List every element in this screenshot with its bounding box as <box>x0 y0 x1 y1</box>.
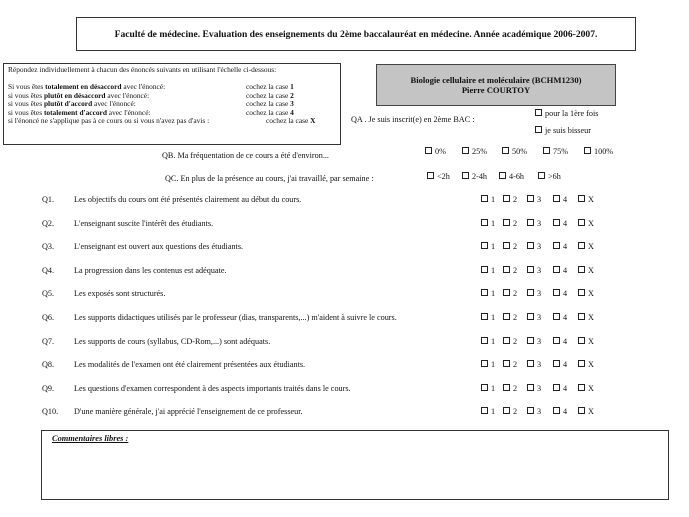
scale-option-label: 4 <box>563 360 568 370</box>
checkbox[interactable] <box>462 147 469 154</box>
scale-option[interactable] <box>527 289 541 298</box>
checkbox[interactable] <box>578 289 585 296</box>
scale-option-label: 1 <box>491 313 496 322</box>
scale-option[interactable] <box>527 313 541 322</box>
scale-option[interactable] <box>527 266 541 275</box>
instruction-action-text: cochez la case <box>246 90 291 100</box>
scale-option-label: X <box>588 242 594 252</box>
instruction-pre: si vous êtes <box>8 107 44 117</box>
scale-option[interactable] <box>527 219 541 228</box>
checkbox[interactable] <box>578 337 585 344</box>
qb-option[interactable] <box>462 147 487 156</box>
instruction-case-number: 2 <box>290 90 294 100</box>
scale-option[interactable] <box>578 266 594 275</box>
scale-option[interactable] <box>503 289 517 298</box>
checkbox[interactable] <box>578 242 585 249</box>
scale-option-label: 1 <box>491 383 496 393</box>
question-text: Les exposés sont structurés. <box>74 289 166 299</box>
scale-option[interactable] <box>553 384 567 393</box>
checkbox[interactable] <box>535 126 542 133</box>
question-number: Q9. <box>42 383 55 393</box>
checkbox[interactable] <box>527 219 534 226</box>
scale-option-label: 3 <box>537 289 542 299</box>
qc-option-label: 2-4h <box>472 172 488 181</box>
checkbox[interactable] <box>578 313 585 320</box>
scale-option-label: X <box>588 195 594 204</box>
instruction-case-number: X <box>310 115 316 125</box>
qb-option[interactable] <box>425 147 446 156</box>
scale-option-label: 3 <box>537 313 542 322</box>
qa-option-repeater[interactable]: je suis bisseur <box>535 126 591 135</box>
scale-option-label: 4 <box>563 289 568 299</box>
checkbox[interactable] <box>553 360 560 367</box>
question-number: Q3. <box>42 242 55 252</box>
checkbox[interactable] <box>553 219 560 226</box>
instruction-emphasis: plutôt en désaccord <box>43 90 106 100</box>
checkbox[interactable] <box>503 360 510 367</box>
checkbox[interactable] <box>481 337 488 344</box>
question-text: L'enseignant est ouvert aux questions des étudiants. <box>74 242 244 252</box>
checkbox[interactable] <box>578 219 585 226</box>
course-teacher: Pierre COURTOY <box>461 85 531 95</box>
checkbox[interactable] <box>578 407 585 414</box>
scale-option-label: 3 <box>537 218 542 228</box>
instruction-emphasis: plutôt d'accord <box>43 99 93 109</box>
scale-option[interactable] <box>553 219 567 228</box>
question-text: Les supports de cours (syllabus, CD-Rom,...) sont adéquats. <box>74 336 271 346</box>
question-text: L'enseignant suscite l'intérêt des étudiants. <box>74 218 214 228</box>
checkbox[interactable] <box>481 384 488 391</box>
scale-option[interactable] <box>481 289 495 298</box>
checkbox[interactable] <box>527 337 534 344</box>
qc-options <box>0 172 689 184</box>
instruction-emphasis: totalement en désaccord <box>45 82 122 92</box>
question-text: D'une manière générale, j'ai apprécié l'enseignement de ce professeur. <box>74 407 303 417</box>
qc-option[interactable] <box>499 172 524 181</box>
scale-option-label: 1 <box>491 360 496 370</box>
comments-label: Commentaires libres : <box>52 434 129 443</box>
scale-option[interactable] <box>527 360 541 369</box>
scale-option-label: X <box>588 360 594 370</box>
qc-label: QC. En plus de la présence au cours, j'ai travaillé, par semaine : <box>165 174 374 183</box>
scale-option[interactable] <box>481 313 495 322</box>
scale-option-label: 2 <box>513 289 518 299</box>
checkbox[interactable] <box>503 313 510 320</box>
qb-option-label: 75% <box>553 147 569 156</box>
instruction-action-text: cochez la case <box>266 115 311 125</box>
instruction-pre: si vous êtes <box>8 90 44 100</box>
qc-option-label: >6h <box>548 172 561 181</box>
scale-option-label: 1 <box>491 195 496 204</box>
qb-option-label: 25% <box>472 147 488 156</box>
checkbox[interactable] <box>481 360 488 367</box>
checkbox[interactable] <box>578 266 585 273</box>
checkbox[interactable] <box>481 289 488 296</box>
scale-option-label: X <box>588 289 594 299</box>
qb-option[interactable] <box>502 147 527 156</box>
checkbox[interactable] <box>527 384 534 391</box>
qb-option-label: 0% <box>435 147 446 156</box>
qb-option[interactable] <box>543 147 568 156</box>
qb-options <box>0 147 689 159</box>
instruction-case-number: 4 <box>290 107 294 117</box>
checkbox[interactable] <box>481 195 488 202</box>
qb-label: QB. Ma fréquentation de ce cours a été d'environ... <box>162 151 329 160</box>
scale-option-label: 2 <box>513 313 518 322</box>
checkbox[interactable] <box>503 266 510 273</box>
scale-option-label: 1 <box>491 407 496 417</box>
instruction-action <box>266 117 315 125</box>
scale-option-label: X <box>588 407 594 417</box>
scale-option[interactable] <box>503 313 517 322</box>
scale-option-label: 4 <box>563 218 568 228</box>
form-title: Faculté de médecine. Evaluation des enseignements du 2ème baccalauréat en médecine. Année académique 2006-2007. <box>114 28 598 40</box>
scale-option-label: 1 <box>491 242 496 252</box>
scale-option[interactable] <box>578 242 594 251</box>
scale-option[interactable] <box>503 407 517 416</box>
checkbox[interactable] <box>527 313 534 320</box>
scale-option[interactable] <box>481 360 495 369</box>
checkbox[interactable] <box>553 289 560 296</box>
scale-option[interactable] <box>578 313 594 322</box>
checkbox[interactable] <box>427 172 434 179</box>
instructions-header: Répondez individuellement à chacun des énoncés suivants en utilisant l'échelle ci-dessous: <box>8 65 277 74</box>
checkbox[interactable] <box>503 289 510 296</box>
question-number: Q2. <box>42 218 55 228</box>
instructions-box <box>3 63 341 145</box>
checkbox[interactable] <box>535 109 542 116</box>
scale-option[interactable] <box>578 384 594 393</box>
scale-option-label: 3 <box>537 383 542 393</box>
scale-option[interactable] <box>553 289 567 298</box>
scale-option[interactable] <box>553 313 567 322</box>
instruction-action-text: cochez la case <box>246 82 291 92</box>
scale-option-label: 2 <box>513 265 518 275</box>
checkbox[interactable] <box>527 195 534 202</box>
qc-option[interactable] <box>462 172 487 181</box>
checkbox[interactable] <box>553 407 560 414</box>
question-text: Les modalités de l'examen ont été clairement présentées aux étudiants. <box>74 360 306 370</box>
scale-option-label: 2 <box>513 195 518 204</box>
checkbox[interactable] <box>481 219 488 226</box>
scale-option[interactable] <box>578 195 594 204</box>
qc-option-label: 4-6h <box>509 172 525 181</box>
instruction-post: avec l'énoncé: <box>106 107 151 117</box>
question-number: Q7. <box>42 336 55 346</box>
checkbox[interactable] <box>553 337 560 344</box>
scale-option-label: 1 <box>491 218 496 228</box>
checkbox[interactable] <box>425 147 432 154</box>
scale-option[interactable] <box>481 266 495 275</box>
qc-option[interactable] <box>538 172 561 181</box>
scale-option[interactable] <box>527 384 541 393</box>
scale-option[interactable] <box>578 360 594 369</box>
question-text: La progression dans les contenus est adéquate. <box>74 265 227 275</box>
instruction-row <box>8 117 336 125</box>
checkbox[interactable] <box>584 147 591 154</box>
scale-option-label: 4 <box>563 265 568 275</box>
question-number: Q10. <box>42 407 59 417</box>
question-number: Q1. <box>42 195 55 204</box>
checkbox[interactable] <box>503 242 510 249</box>
checkbox[interactable] <box>503 337 510 344</box>
checkbox[interactable] <box>553 313 560 320</box>
course-name: Biologie cellulaire et moléculaire (BCHM1230) <box>410 75 582 85</box>
scale-option-label: 2 <box>513 242 518 252</box>
question-text: Les questions d'examen correspondent à des aspects importants traités dans le cours. <box>74 383 351 393</box>
question-text: Les supports didactiques utilisés par le professeur (dias, transparents,...) m'aident à suivre le cours. <box>74 313 397 322</box>
checkbox[interactable] <box>481 266 488 273</box>
instruction-post: avec l'énoncé: <box>105 90 150 100</box>
scale-option[interactable] <box>503 219 517 228</box>
scale-option[interactable] <box>503 266 517 275</box>
scale-option[interactable] <box>481 407 495 416</box>
instructions-scale <box>8 83 336 125</box>
checkbox[interactable] <box>553 242 560 249</box>
scale-option[interactable] <box>503 337 517 346</box>
scale-option[interactable] <box>553 407 567 416</box>
scale-option-label: 4 <box>563 383 568 393</box>
comments-box[interactable] <box>41 430 669 500</box>
checkbox[interactable] <box>578 384 585 391</box>
scale-option-label: 4 <box>563 242 568 252</box>
scale-option-label: 3 <box>537 265 542 275</box>
qa-label: QA . Je suis inscrit(e) en 2ème BAC : <box>351 115 475 124</box>
qc-option[interactable] <box>427 172 450 181</box>
scale-option-label: X <box>588 265 594 275</box>
checkbox[interactable] <box>578 195 585 202</box>
scale-option-label: 2 <box>513 336 518 346</box>
instruction-case-number: 1 <box>290 82 294 92</box>
checkbox[interactable] <box>462 172 469 179</box>
instruction-case-number: 3 <box>290 99 294 109</box>
scale-option[interactable] <box>527 407 541 416</box>
checkbox[interactable] <box>503 407 510 414</box>
scale-option-label: X <box>588 336 594 346</box>
scale-option[interactable] <box>553 242 567 251</box>
qb-option-label: 100% <box>594 147 614 156</box>
checkbox[interactable] <box>503 384 510 391</box>
scale-option[interactable] <box>553 266 567 275</box>
checkbox[interactable] <box>527 242 534 249</box>
scale-option[interactable] <box>481 219 495 228</box>
scale-option[interactable] <box>503 360 517 369</box>
scale-option[interactable] <box>527 195 541 204</box>
scale-option[interactable] <box>578 289 594 298</box>
scale-option-label: 3 <box>537 407 542 417</box>
checkbox[interactable] <box>578 360 585 367</box>
scale-option-label: 4 <box>563 407 568 417</box>
scale-option[interactable] <box>527 337 541 346</box>
qb-option-label: 50% <box>512 147 528 156</box>
checkbox[interactable] <box>481 313 488 320</box>
scale-option[interactable] <box>527 242 541 251</box>
scale-option-label: 1 <box>491 289 496 299</box>
scale-option-label: 4 <box>563 313 568 322</box>
checkbox[interactable] <box>527 266 534 273</box>
question-number: Q6. <box>42 313 55 322</box>
scale-option-label: X <box>588 218 594 228</box>
question-number: Q4. <box>42 265 55 275</box>
scale-option-label: 1 <box>491 336 496 346</box>
scale-option[interactable] <box>578 337 594 346</box>
scale-option-label: 3 <box>537 242 542 252</box>
instruction-pre: si vous êtes <box>8 99 44 109</box>
scale-option-label: 4 <box>563 195 568 204</box>
qa-option-first-time[interactable]: pour la 1ère fois <box>535 109 598 118</box>
instruction-emphasis: totalement d'accord <box>43 107 107 117</box>
scale-option[interactable] <box>578 219 594 228</box>
scale-option[interactable] <box>553 195 567 204</box>
instruction-action-text: cochez la case <box>246 99 291 109</box>
scale-option-label: X <box>588 313 594 322</box>
qc-option-label: <2h <box>437 172 450 181</box>
instruction-post: avec l'énoncé: <box>92 99 136 109</box>
scale-option-label: 3 <box>537 360 542 370</box>
question-text: Les objectifs du cours ont été présentés clairement au début du cours. <box>74 195 302 204</box>
scale-option[interactable] <box>481 195 495 204</box>
scale-option[interactable] <box>553 360 567 369</box>
question-number: Q8. <box>42 360 55 370</box>
checkbox[interactable] <box>543 147 550 154</box>
qb-option[interactable] <box>584 147 613 156</box>
instruction-post: avec l'énoncé: <box>121 82 166 92</box>
checkbox[interactable] <box>527 360 534 367</box>
checkbox[interactable] <box>503 195 510 202</box>
scale-option-label: 2 <box>513 218 518 228</box>
question-number: Q5. <box>42 289 55 299</box>
checkbox[interactable] <box>553 266 560 273</box>
scale-option-label: 2 <box>513 383 518 393</box>
scale-option[interactable] <box>503 384 517 393</box>
checkbox[interactable] <box>499 172 506 179</box>
scale-option[interactable] <box>578 407 594 416</box>
scale-option[interactable] <box>503 242 517 251</box>
scale-option-label: X <box>588 383 594 393</box>
scale-option[interactable] <box>481 384 495 393</box>
instruction-pre: si l'énoncé ne s'applique pas à ce cours ou si vous n'avez pas d'avis : <box>8 115 210 125</box>
instruction-action-text: cochez la case <box>246 107 291 117</box>
checkbox[interactable] <box>481 407 488 414</box>
checkbox[interactable] <box>502 147 509 154</box>
course-info-box <box>376 64 616 106</box>
scale-option[interactable] <box>503 195 517 204</box>
form-title-box <box>76 17 636 51</box>
checkbox[interactable] <box>527 289 534 296</box>
instruction-pre: Si vous êtes <box>8 82 46 92</box>
scale-option-label: 1 <box>491 265 496 275</box>
scale-option-label: 2 <box>513 360 518 370</box>
scale-option[interactable] <box>553 337 567 346</box>
scale-option-label: 2 <box>513 407 518 417</box>
checkbox[interactable] <box>553 384 560 391</box>
scale-option[interactable] <box>481 242 495 251</box>
scale-option-label: 4 <box>563 336 568 346</box>
checkbox[interactable] <box>481 242 488 249</box>
checkbox[interactable] <box>503 219 510 226</box>
checkbox[interactable] <box>553 195 560 202</box>
scale-option-label: 3 <box>537 195 542 204</box>
checkbox[interactable] <box>538 172 545 179</box>
checkbox[interactable] <box>527 407 534 414</box>
scale-option-label: 3 <box>537 336 542 346</box>
scale-option[interactable] <box>481 337 495 346</box>
